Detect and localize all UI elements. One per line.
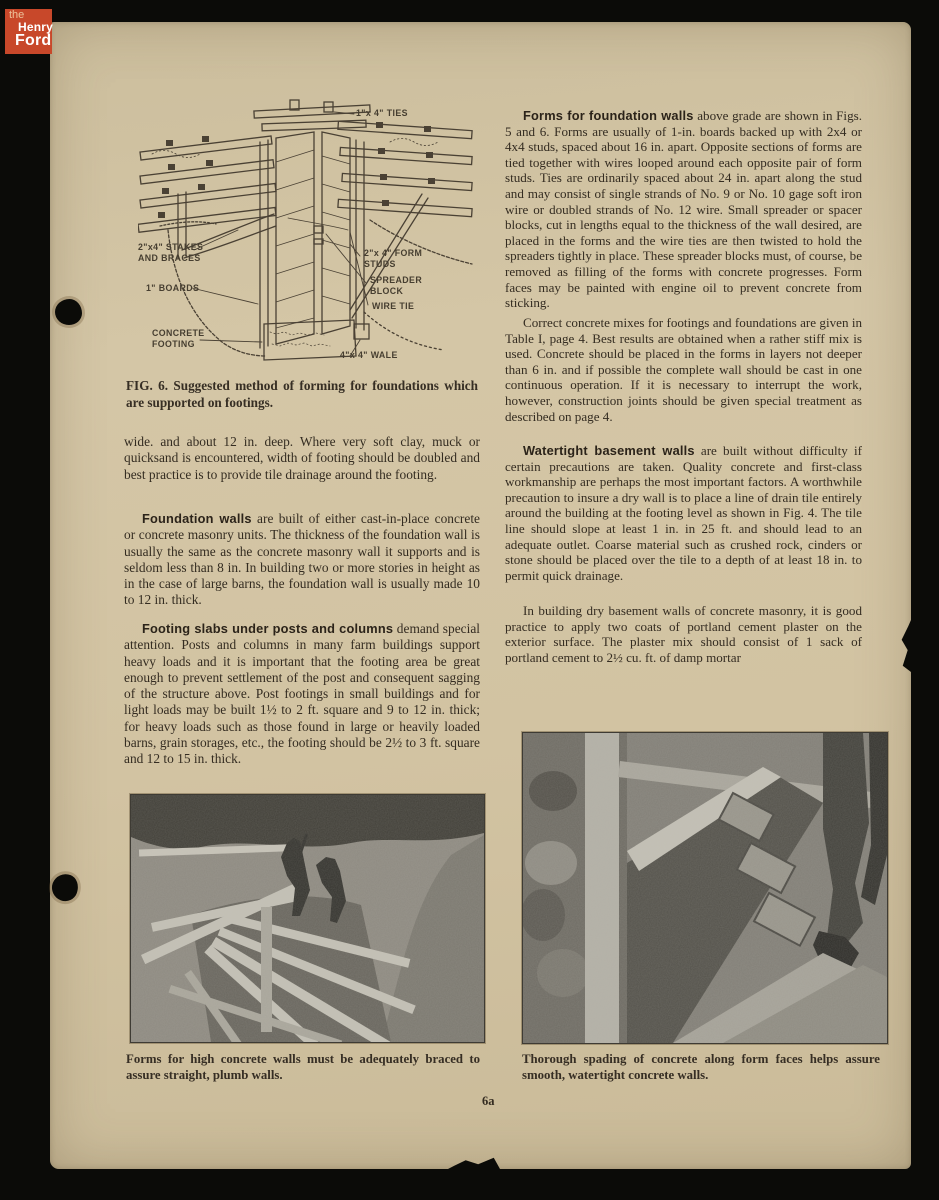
logo-word-ford: Ford [15,32,52,49]
paragraph-footing-slabs [124,621,480,768]
figure-6-caption: FIG. 6. Suggested method of forming for foundations which are supported on footings. [126,378,478,410]
figure-6-diagram [138,98,473,374]
watertight-walls-heading: Watertight basement walls [523,443,695,458]
left-photo-caption: Forms for high concrete walls must be adequately braced to assure straight, plumb walls. [126,1052,480,1082]
punch-hole-bottom [48,870,82,904]
paragraph-watertight-walls [505,443,862,583]
edge-notch [900,620,911,672]
label-wale: 4"x 4" WALE [340,350,398,360]
paragraph-forms-for-walls [505,108,862,311]
label-ties: 1"x 4" TIES [356,108,408,118]
photo-spading-concrete [522,732,888,1044]
photo-bracing-forms [130,794,485,1043]
forms-for-walls-heading: Forms for foundation walls [523,108,694,123]
label-boards: 1" BOARDS [146,283,200,293]
label-wire-tie: WIRE TIE [372,301,415,311]
foundation-walls-heading: Foundation walls [142,511,252,526]
paragraph-concrete-mixes: Correct concrete mixes for footings and foundations are given in Table I, page 4. Best results are obtained when a rather stiff mix is used. Concrete should be placed in the forms in layers not deeper than 6 in. and if possible the complete wall should be cast in one continuous operation. If it is necessary to interrupt the work, however, construction joints should be given special treatment as described on page 4. [505,315,862,424]
page-number: 6a [482,1094,495,1108]
footing-slabs-body: demand special attention. Posts and columns in many farm buildings support heavy loads and it is important that the footing area be great enough to prevent settlement of the post and consequent sagging of the structure above. Post footings in small buildings and for light loads may be built 1½ to 2 ft. square and 9 to 12 in. thick; for heavy loads such as those found in large or heavily loaded barns, grain storages, etc., the footing should be 2½ to 3 ft. square and 12 to 15 in. thick. [124,621,480,767]
edge-tear [448,1153,500,1169]
foundation-walls-body: are built of either cast-in-place concrete or concrete masonry units. The thickness of the foundation wall is usually the same as the concrete masonry wall it supports and is seldom less than 8 in. In building two or more stories in height as in the case of large barns, the foundation wall is usually made 10 to 12 in. thick. [124,511,480,608]
footing-slabs-heading: Footing slabs under posts and columns [142,621,394,636]
label-form-studs: 2"x 4" FORM STUDS [364,248,423,269]
right-photo-caption: Thorough spading of concrete along form faces helps assure smooth, watertight concrete walls. [522,1052,880,1082]
label-stakes-braces: 2"x4" STAKES AND BRACES [138,242,204,263]
watertight-walls-body: are built without difficulty if certain precautions are taken. Quality concrete and first-class workmanship are perhaps the most important factors. A worthwhile precaution to insure a dry wall is to place a line of drain tile entirely around the building at the footing level as shown in Fig. 4. The tile line should slope at least 1 in. in 25 ft. and should lead to an adequate outlet. Coarse material such as crushed rock, cinders or stone should be placed over the tile to a depth of at least 18 in. to permit quick drainage. [505,443,862,583]
logo-word-the: the [9,9,25,21]
paragraph-dry-basement: In building dry basement walls of concrete masonry, it is good practice to apply two coats of portland cement plaster on the exterior surface. The plaster mix should consist of 1 sack of portland cement to 2½ cu. ft. of damp mortar [505,603,862,665]
punch-hole-top [55,299,82,325]
forms-for-walls-body: above grade are shown in Figs. 5 and 6. Forms are usually of 1-in. boards backed up with 2x4 or 4x4 studs, spaced about 16 in. apart. Opposite sections of forms are tied together with wires looped around each opposite pair of form studs. Ties are ordinarily spaced about 24 in. apart along the stud and may consist of single strands of No. 9 or No. 10 gage soft iron wire or doubled strands of No. 12 wire. Small spreader or spacer blocks, cut in lengths equal to the thickness of the wall desired, are placed in the forms and the wire ties are then twisted to hold the spreaders tightly in place. These spreader blocks must, of course, be removed as filling of the forms with concrete progresses. Form faces may be painted with engine oil to prevent concrete from sticking. [505,108,862,311]
scanned-page [50,22,911,1169]
label-concrete-footing: CONCRETE FOOTING [152,328,205,349]
label-spreader-block: SPREADER BLOCK [370,275,423,296]
henry-ford-logo [5,9,52,54]
logo-word-henry: Henry [18,20,54,34]
paragraph-footing-width: wide. and about 12 in. deep. Where very soft clay, muck or quicksand is encountered, width of footing should be doubled and best practice is to provide tile drainage around the footing. [124,434,480,482]
paragraph-foundation-walls [124,511,480,609]
